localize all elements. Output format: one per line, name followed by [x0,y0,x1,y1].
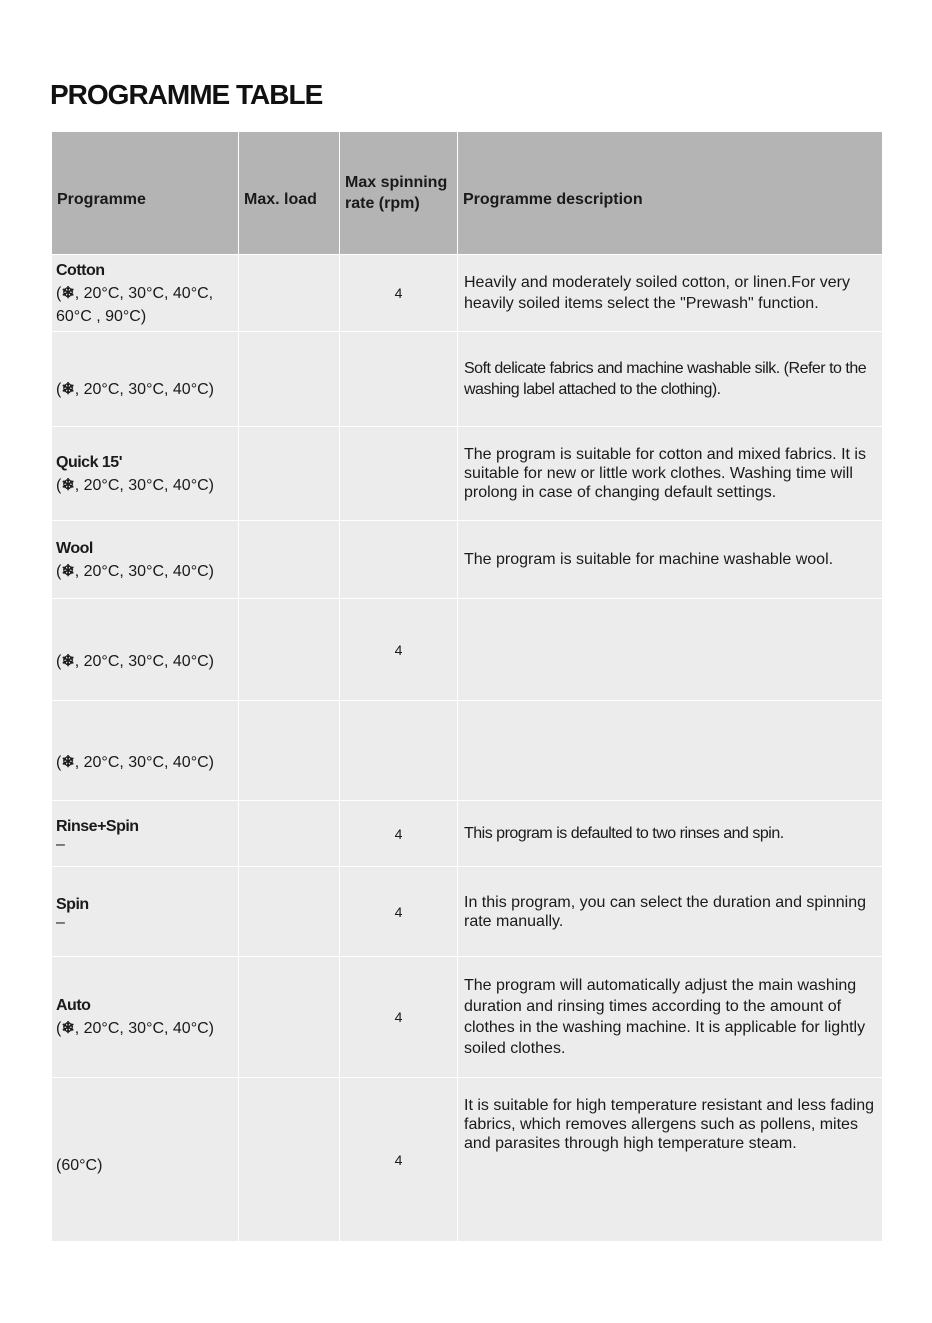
max-spin-cell [340,332,458,427]
description-cell: The program is suitable for machine washable wool. [458,521,883,599]
programme-temps: (❄, 20°C, 30°C, 40°C) [56,358,238,401]
programme-dash: – [56,836,65,853]
max-spin-cell: 4 [340,801,458,867]
snowflake-icon: ❄ [61,284,75,302]
table-row [52,599,883,701]
programme-table [51,131,883,1242]
programme-name: Auto [56,997,91,1014]
programme-temps: (❄, 20°C, 30°C, 40°C) [56,1017,238,1040]
header-programme: Programme [52,132,239,255]
max-spin-cell: 4 [340,867,458,957]
snowflake-icon: ❄ [61,1020,75,1037]
programme-cell [52,867,239,957]
programme-temps: (❄, 20°C, 30°C, 40°C) [56,727,238,774]
header-max-spin [340,132,458,255]
programme-temps-line2: 60°C , 90°C) [56,307,147,325]
max-spin-cell [340,521,458,599]
programme-temps: (❄, 20°C, 30°C, 40°C) [56,626,238,673]
programme-name: Quick 15' [56,453,123,471]
table-row [52,701,883,801]
table-row [52,255,883,332]
description-cell [458,599,883,701]
programme-name: Spin [56,896,89,913]
snowflake-icon: ❄ [61,653,75,670]
programme-cell [52,801,239,867]
max-load-cell [239,701,340,801]
max-spin-cell: 4 [340,599,458,701]
table-row [52,801,883,867]
header-max-load: Max. load [239,132,340,255]
table-row [52,521,883,599]
max-load-cell [239,255,340,332]
programme-temps: (60°C) [56,1157,103,1174]
table-row [52,867,883,957]
max-spin-cell [340,427,458,521]
max-load-cell [239,1078,340,1242]
description-cell: This program is defaulted to two rinses and spin. [458,801,883,867]
programme-name: Rinse+Spin [56,818,139,835]
header-max-spin-line1: Max spinning [345,174,448,191]
programme-cell [52,957,239,1078]
programme-cell [52,701,239,801]
max-load-cell [239,332,340,427]
table-row [52,427,883,521]
table-row [52,1078,883,1242]
max-load-cell [239,599,340,701]
programme-cell [52,427,239,521]
programme-cell [52,521,239,599]
programme-cell [52,255,239,332]
programme-name: Wool [56,539,93,557]
snowflake-icon: ❄ [61,476,75,494]
table-row [52,957,883,1078]
description-cell: The program will automatically adjust the main washing duration and rinsing times according to the amount of clothes in the washing machine. It is applicable for lightly soiled clothes. [458,957,883,1078]
snowflake-icon: ❄ [61,754,75,771]
page-title: PROGRAMME TABLE [50,79,323,110]
description-cell: In this program, you can select the duration and spinning rate manually. [458,867,883,957]
table-header-row [52,132,883,255]
max-spin-cell: 4 [340,255,458,332]
max-spin-cell: 4 [340,1078,458,1242]
max-load-cell [239,427,340,521]
description-cell: It is suitable for high temperature resistant and less fading fabrics, which removes allergens such as pollens, mites and parasites through high temperature steam. [458,1078,883,1242]
programme-temps: (❄, 20°C, 30°C, 40°C, [56,282,238,305]
snowflake-icon: ❄ [61,380,75,398]
max-load-cell [239,957,340,1078]
programme-cell [52,332,239,427]
table-row [52,332,883,427]
description-cell: Soft delicate fabrics and machine washable silk. (Refer to the washing label attached to the clothing). [458,332,883,427]
description-cell: Heavily and moderately soiled cotton, or linen.For very heavily soiled items select the "Prewash" function. [458,255,883,332]
description-cell: The program is suitable for cotton and mixed fabrics. It is suitable for new or little work clothes. Washing time will prolong in case of changing default settings. [458,427,883,521]
max-load-cell [239,801,340,867]
programme-dash: – [56,914,65,931]
max-load-cell [239,867,340,957]
header-max-spin-line2: rate (rpm) [345,195,420,212]
header-description: Programme description [458,132,883,255]
programme-cell [52,599,239,701]
max-spin-cell [340,701,458,801]
description-cell [458,701,883,801]
programme-name: Cotton [56,261,105,279]
programme-temps: (❄, 20°C, 30°C, 40°C) [56,474,238,497]
max-spin-cell: 4 [340,957,458,1078]
max-load-cell [239,521,340,599]
programme-cell [52,1078,239,1242]
snowflake-icon: ❄ [61,562,75,580]
programme-temps: (❄, 20°C, 30°C, 40°C) [56,560,238,583]
